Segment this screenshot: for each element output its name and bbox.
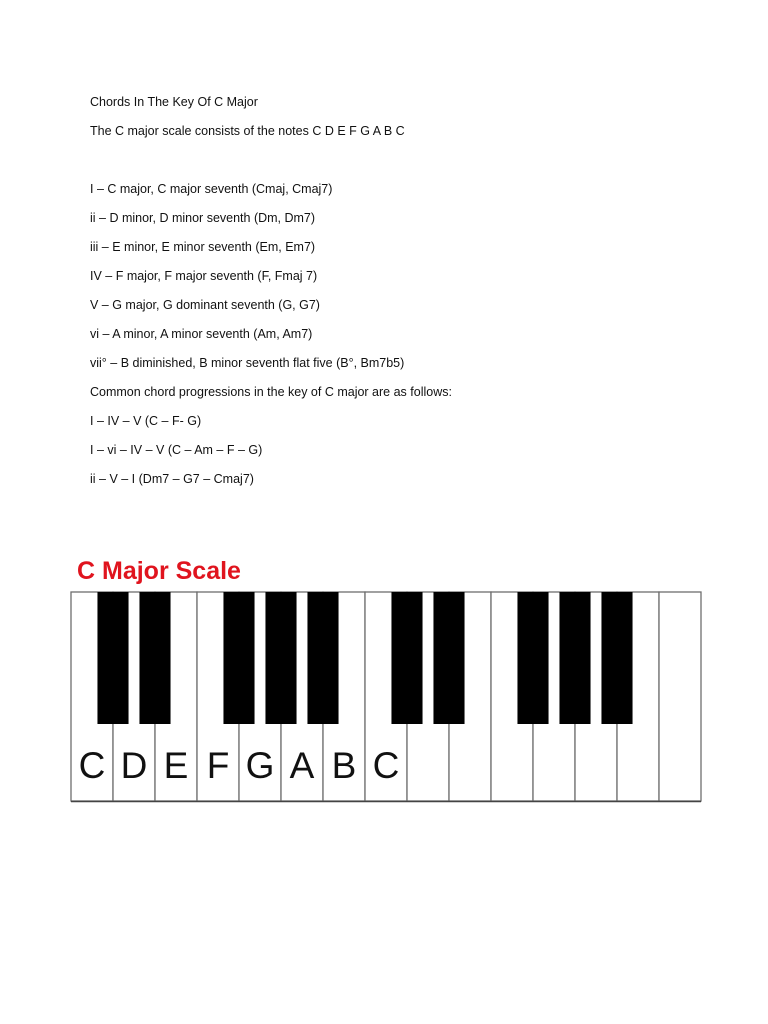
black-key — [97, 592, 128, 724]
progression-line-2: I – vi – IV – V (C – Am – F – G) — [90, 443, 263, 457]
white-key — [659, 592, 701, 801]
black-key — [601, 592, 632, 724]
black-key — [391, 592, 422, 724]
note-label: A — [289, 745, 315, 786]
note-label: C — [372, 745, 400, 786]
chord-line-ii: ii – D minor, D minor seventh (Dm, Dm7) — [90, 211, 316, 225]
chord-line-I: I – C major, C major seventh (Cmaj, Cmaj7) — [90, 182, 333, 196]
chord-line-IV: IV – F major, F major seventh (F, Fmaj 7) — [90, 269, 318, 283]
chord-line-V: V – G major, G dominant seventh (G, G7) — [90, 298, 320, 312]
black-key — [139, 592, 170, 724]
note-label: D — [120, 745, 148, 786]
black-key — [307, 592, 338, 724]
scale-figure-title: C Major Scale — [77, 557, 241, 585]
scale-notes-sentence: The C major scale consists of the notes C D E F G A B C — [90, 124, 405, 138]
progressions-heading: Common chord progressions in the key of C major are as follows: — [90, 385, 452, 399]
black-key — [559, 592, 590, 724]
note-label: G — [245, 745, 275, 786]
black-key — [433, 592, 464, 724]
progression-line-1: I – IV – V (C – F- G) — [90, 414, 202, 428]
progression-line-3: ii – V – I (Dm7 – G7 – Cmaj7) — [90, 472, 254, 486]
note-label: E — [163, 745, 189, 786]
chord-line-vii: vii° – B diminished, B minor seventh flat five (B°, Bm7b5) — [90, 356, 405, 370]
note-label: B — [331, 745, 357, 786]
chord-line-iii: iii – E minor, E minor seventh (Em, Em7) — [90, 240, 316, 254]
chord-line-vi: vi – A minor, A minor seventh (Am, Am7) — [90, 327, 313, 341]
black-key — [265, 592, 296, 724]
doc-heading: Chords In The Key Of C Major — [90, 95, 258, 109]
black-key — [223, 592, 254, 724]
black-key — [517, 592, 548, 724]
note-label: F — [206, 745, 230, 786]
note-label: C — [78, 745, 106, 786]
